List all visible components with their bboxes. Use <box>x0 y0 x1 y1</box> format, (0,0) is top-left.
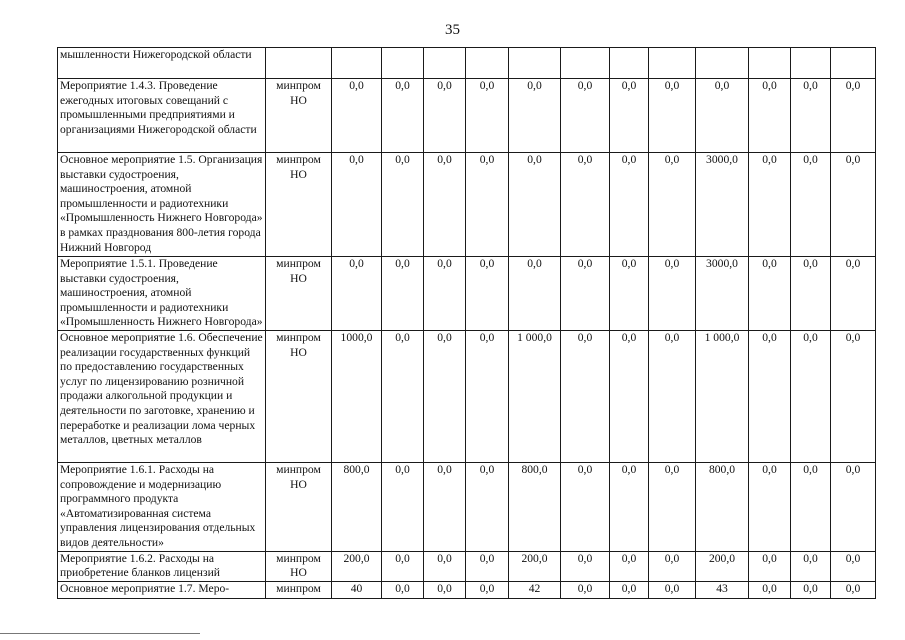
value-cell: 0,0 <box>649 331 696 463</box>
value-cell: 3000,0 <box>696 153 749 257</box>
table-row <box>58 551 876 581</box>
table-row <box>58 153 876 257</box>
value-cell <box>466 48 509 79</box>
value-cell: 800,0 <box>509 463 561 552</box>
value-cell: 0,0 <box>831 79 876 153</box>
table-row <box>58 463 876 552</box>
value-cell: 0,0 <box>466 153 509 257</box>
value-cell: 0,0 <box>831 257 876 331</box>
value-cell: 0,0 <box>561 581 610 598</box>
value-cell: 0,0 <box>791 79 831 153</box>
value-cell: 0,0 <box>382 331 424 463</box>
value-cell: 0,0 <box>791 551 831 581</box>
value-cell: 0,0 <box>382 153 424 257</box>
table-row <box>58 48 876 79</box>
value-cell: 0,0 <box>831 551 876 581</box>
value-cell: 1000,0 <box>332 331 382 463</box>
value-cell: 0,0 <box>831 331 876 463</box>
value-cell: 0,0 <box>749 331 791 463</box>
value-cell: 0,0 <box>424 331 466 463</box>
value-cell: 0,0 <box>649 79 696 153</box>
value-cell: 0,0 <box>649 257 696 331</box>
value-cell: 200,0 <box>509 551 561 581</box>
value-cell: 0,0 <box>561 551 610 581</box>
value-cell: 1 000,0 <box>696 331 749 463</box>
value-cell <box>649 48 696 79</box>
value-cell: 0,0 <box>610 463 649 552</box>
value-cell: 0,0 <box>509 257 561 331</box>
executor-cell: минпром НО <box>266 79 332 153</box>
activity-name-cell: Мероприятие 1.6.1. Расходы на сопровождение и модернизацию программного продукта «Автоматизированная система управления лицензирования отдельных видов деятельности» <box>58 463 266 552</box>
value-cell: 0,0 <box>424 581 466 598</box>
value-cell: 0,0 <box>424 79 466 153</box>
value-cell: 0,0 <box>649 153 696 257</box>
value-cell: 0,0 <box>749 551 791 581</box>
executor-cell: минпром НО <box>266 257 332 331</box>
value-cell: 0,0 <box>466 331 509 463</box>
value-cell: 0,0 <box>831 581 876 598</box>
value-cell: 40 <box>332 581 382 598</box>
value-cell: 0,0 <box>424 463 466 552</box>
value-cell: 0,0 <box>749 153 791 257</box>
executor-cell: минпром НО <box>266 153 332 257</box>
value-cell <box>831 48 876 79</box>
value-cell <box>424 48 466 79</box>
value-cell: 1 000,0 <box>509 331 561 463</box>
value-cell: 0,0 <box>610 581 649 598</box>
budget-table <box>57 47 876 599</box>
value-cell: 0,0 <box>424 551 466 581</box>
activity-name-cell: Основное мероприятие 1.7. Меро- <box>58 581 266 598</box>
value-cell <box>791 48 831 79</box>
value-cell: 0,0 <box>749 463 791 552</box>
value-cell: 0,0 <box>749 257 791 331</box>
value-cell: 0,0 <box>332 79 382 153</box>
value-cell: 0,0 <box>424 257 466 331</box>
value-cell: 0,0 <box>382 79 424 153</box>
table-row <box>58 331 876 463</box>
table-row <box>58 581 876 598</box>
table-row <box>58 257 876 331</box>
value-cell: 0,0 <box>466 551 509 581</box>
executor-cell <box>266 48 332 79</box>
value-cell <box>561 48 610 79</box>
value-cell: 0,0 <box>610 257 649 331</box>
value-cell <box>382 48 424 79</box>
value-cell: 0,0 <box>561 331 610 463</box>
executor-cell: минпром НО <box>266 463 332 552</box>
value-cell <box>509 48 561 79</box>
value-cell: 0,0 <box>466 581 509 598</box>
value-cell: 0,0 <box>332 153 382 257</box>
value-cell: 0,0 <box>791 331 831 463</box>
activity-name-cell: Основное мероприятие 1.5. Организация выставки судостроения, машиностроения, атомной промышленности и радиотехники «Промышленность Нижнего Новгорода» в рамках празднования 800-летия города Нижний Новгород <box>58 153 266 257</box>
value-cell: 0,0 <box>610 79 649 153</box>
value-cell: 0,0 <box>649 463 696 552</box>
value-cell <box>332 48 382 79</box>
value-cell: 0,0 <box>382 257 424 331</box>
value-cell: 0,0 <box>791 153 831 257</box>
value-cell: 0,0 <box>610 153 649 257</box>
value-cell: 0,0 <box>791 257 831 331</box>
value-cell: 0,0 <box>831 153 876 257</box>
value-cell: 0,0 <box>649 581 696 598</box>
value-cell: 43 <box>696 581 749 598</box>
value-cell: 0,0 <box>561 463 610 552</box>
value-cell: 0,0 <box>649 551 696 581</box>
footer-rule <box>0 633 200 634</box>
value-cell: 0,0 <box>382 463 424 552</box>
value-cell: 0,0 <box>610 331 649 463</box>
value-cell <box>696 48 749 79</box>
value-cell: 0,0 <box>791 581 831 598</box>
value-cell: 3000,0 <box>696 257 749 331</box>
activity-name-cell: Мероприятие 1.5.1. Проведение выставки судостроения, машиностроения, атомной промышленности и радиотехники «Промышленность Нижнего Новгорода» <box>58 257 266 331</box>
executor-cell: минпром <box>266 581 332 598</box>
value-cell: 0,0 <box>610 551 649 581</box>
value-cell: 800,0 <box>696 463 749 552</box>
activity-name-cell: мышленности Нижегородской области <box>58 48 266 79</box>
value-cell: 0,0 <box>382 551 424 581</box>
value-cell: 0,0 <box>509 79 561 153</box>
value-cell: 0,0 <box>424 153 466 257</box>
value-cell: 200,0 <box>696 551 749 581</box>
activity-name-cell: Мероприятие 1.4.3. Проведение ежегодных итоговых совещаний с промышленными предприятиями и организациями Нижегородской области <box>58 79 266 153</box>
value-cell: 42 <box>509 581 561 598</box>
value-cell: 0,0 <box>561 79 610 153</box>
value-cell <box>749 48 791 79</box>
value-cell: 0,0 <box>382 581 424 598</box>
value-cell: 0,0 <box>749 581 791 598</box>
value-cell: 0,0 <box>696 79 749 153</box>
value-cell: 0,0 <box>791 463 831 552</box>
value-cell: 0,0 <box>561 153 610 257</box>
table-row <box>58 79 876 153</box>
value-cell: 0,0 <box>561 257 610 331</box>
value-cell <box>610 48 649 79</box>
value-cell: 0,0 <box>332 257 382 331</box>
activity-name-cell: Основное мероприятие 1.6. Обеспечение реализации государственных функций по предоставлению государственных услуг по лицензированию розничной продажи алкогольной продукции и деятельности по заготовке, хранению и переработке и реализации лома черных металлов, цветных металлов <box>58 331 266 463</box>
value-cell: 200,0 <box>332 551 382 581</box>
page-number: 35 <box>445 22 460 38</box>
executor-cell: минпром НО <box>266 551 332 581</box>
value-cell: 800,0 <box>332 463 382 552</box>
value-cell: 0,0 <box>831 463 876 552</box>
value-cell: 0,0 <box>466 257 509 331</box>
executor-cell: минпром НО <box>266 331 332 463</box>
value-cell: 0,0 <box>509 153 561 257</box>
value-cell: 0,0 <box>749 79 791 153</box>
value-cell: 0,0 <box>466 79 509 153</box>
value-cell: 0,0 <box>466 463 509 552</box>
activity-name-cell: Мероприятие 1.6.2. Расходы на приобретение бланков лицензий <box>58 551 266 581</box>
